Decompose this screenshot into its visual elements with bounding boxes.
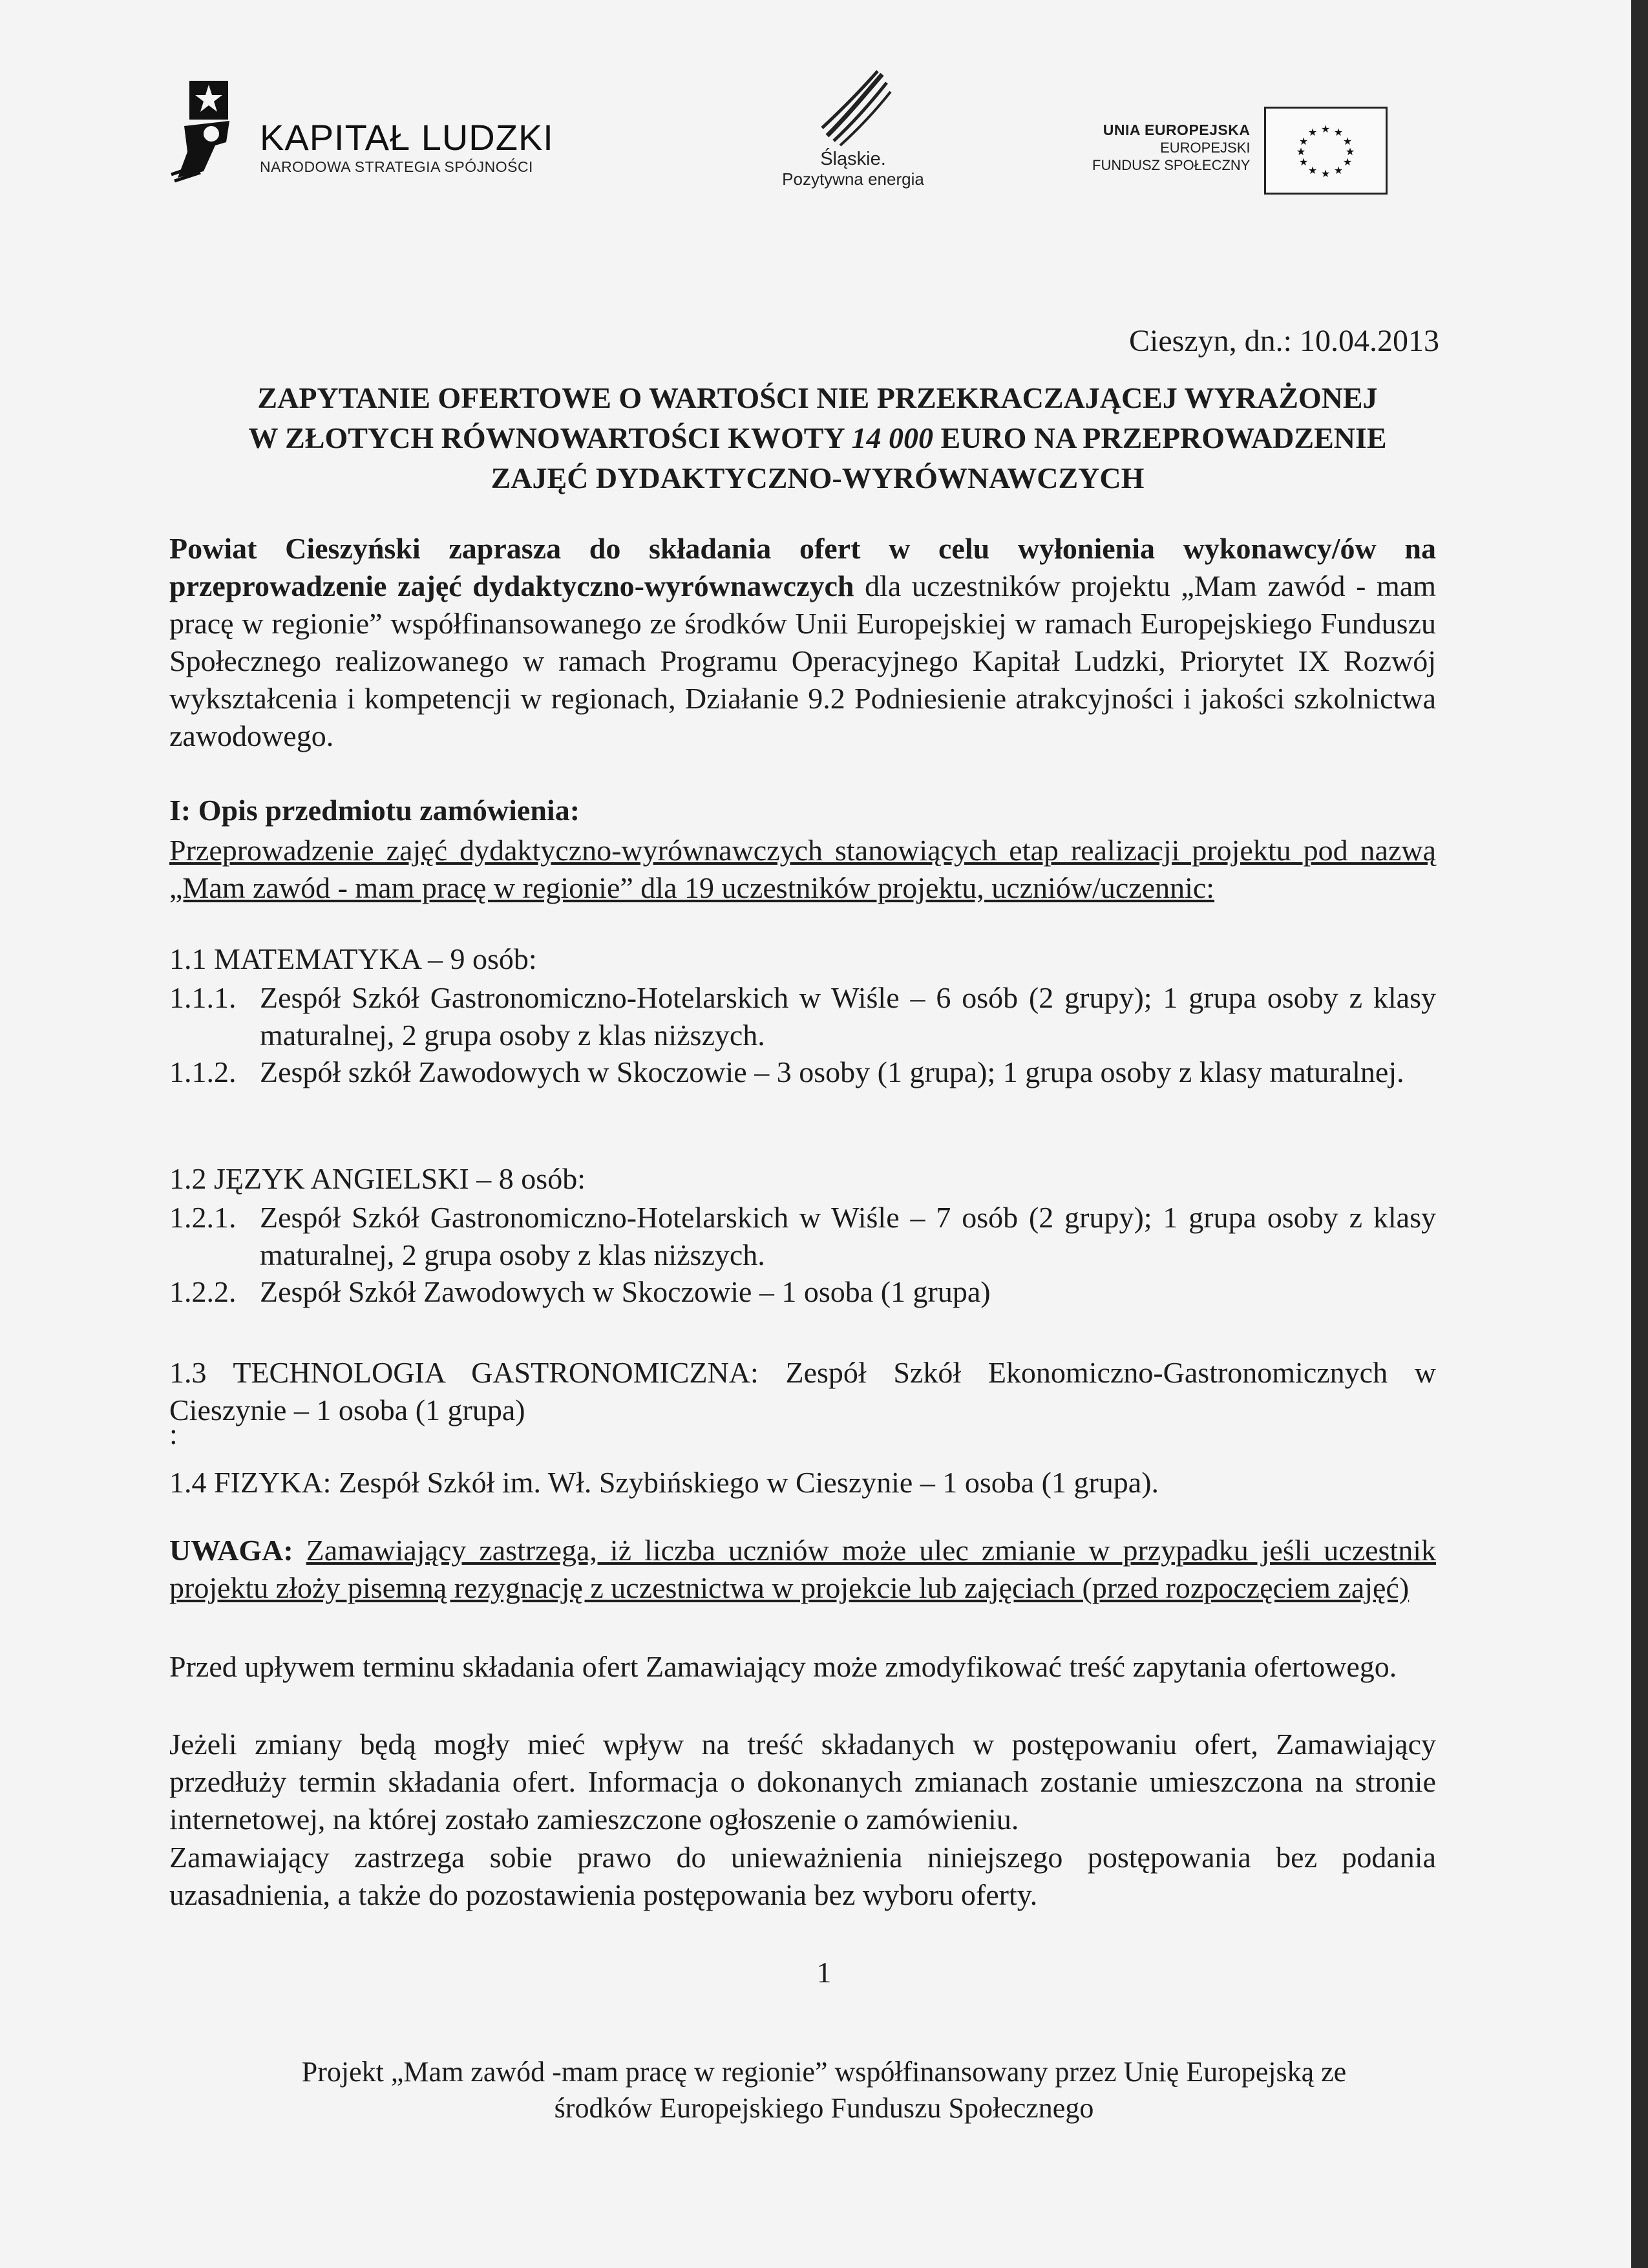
page-footer — [162, 2054, 1486, 2126]
english-heading: 1.2 JĘZYK ANGIELSKI – 8 osób: — [169, 1162, 586, 1195]
title-line-3: ZAJĘĆ DYDAKTYCZNO-WYRÓWNAWCZYCH — [491, 461, 1145, 494]
uwaga-paragraph-3: Zamawiający zastrzega sobie prawo do unieważnienia niniejszego postępowania bez podania uzasadnienia, a także do pozostawienia postępowania bez wyboru oferty. — [169, 1841, 1436, 1911]
scan-edge — [1631, 0, 1648, 2268]
physics-item: 1.4 FIZYKA: Zespół Szkół im. Wł. Szybińskiego w Cieszynie – 1 osoba (1 grupa). — [169, 1466, 1159, 1499]
math-item-2-text: Zespół szkół Zawodowych w Skoczowie – 3 osoby (1 grupa); 1 grupa osoby z klasy maturalnej. — [260, 1055, 1404, 1088]
math-item-1 — [169, 979, 1436, 1054]
uwaga-underlined: Zamawiający zastrzega, iż liczba uczniów może ulec zmianie w przypadku jeśli uczestnik projektu złoży pisemną rezygnację z uczestnictwa w projekcie lub zajęciach (przed rozpoczęciem zajęć) — [169, 1534, 1436, 1604]
eu-logo-line2: EUROPEJSKI — [1160, 140, 1251, 156]
svg-text:★: ★ — [1343, 135, 1353, 147]
page-number: 1 — [816, 1956, 832, 1989]
technology-colon: : — [169, 1417, 178, 1450]
kapital-ludzki-emblem-icon — [165, 81, 252, 184]
svg-text:★: ★ — [1343, 156, 1353, 168]
svg-text:★: ★ — [1308, 126, 1318, 138]
svg-text:★: ★ — [1299, 135, 1309, 147]
title-line-2 — [162, 418, 1474, 458]
slaskie-name: Śląskie. — [820, 149, 886, 169]
title-amount: 14 000 — [851, 421, 933, 454]
uwaga-paragraph-2: Jeżeli zmiany będą mogły mieć wpływ na treść składanych w postępowaniu ofert, Zamawiający przedłuży termin składania ofert. Informacja o dokonanych zmianach zostanie umieszczona na stronie internetowej, na której zostało zamieszczone ogłoszenie o zamówieniu. — [169, 1728, 1436, 1836]
svg-text:★: ★ — [1334, 126, 1344, 138]
svg-text:★: ★ — [1321, 123, 1331, 135]
english-item-2-text: Zespół Szkół Zawodowych w Skoczowie – 1 osoba (1 grupa) — [260, 1275, 991, 1308]
eu-logo-line1: UNIA EUROPEJSKA — [1103, 122, 1251, 138]
slaskie-logo — [766, 65, 940, 189]
title-line-2-end: EURO NA PRZEPROWADZENIE — [933, 421, 1387, 454]
section1-heading: I: Opis przedmiotu zamówienia: — [169, 794, 580, 827]
kapital-ludzki-subtitle: NARODOWA STRATEGIA SPÓJNOŚCI — [260, 158, 533, 175]
math-item-1-number: 1.1.1. — [169, 981, 237, 1014]
slaskie-swoosh-icon — [808, 65, 898, 149]
intro-paragraph — [169, 530, 1436, 755]
english-item-2 — [169, 1273, 1436, 1311]
svg-text:★: ★ — [1334, 164, 1344, 176]
document-title — [162, 378, 1474, 498]
technology-item: 1.3 TECHNOLOGIA GASTRONOMICZNA: Zespół Szkół Ekonomiczno-Gastronomicznych w Cieszynie – 1 osoba (1 grupa) — [169, 1356, 1436, 1426]
intro-rest: dla uczestników projektu „Mam zawód - mam pracę w regionie” współfinansowanego ze środków Unii Europejskiej w ramach Europejskiego Funduszu Społecznego realizowanego w ramach Programu Operacyjnego Kapitał Ludzki, Priorytet IX Rozwój wykształcenia i kompetencji w regionach, Działanie 9.2 Podniesienie atrakcyjności i jakości szkolnictwa zawodowego. — [169, 569, 1436, 752]
svg-text:★: ★ — [1346, 145, 1355, 158]
english-item-2-number: 1.2.2. — [169, 1275, 237, 1308]
english-item-1-text: Zespół Szkół Gastronomiczno-Hotelarskich w Wiśle – 7 osób (2 grupy); 1 grupa osoby z klasy maturalnej, 2 grupa osoby z klas niższych. — [260, 1201, 1436, 1271]
svg-text:★: ★ — [1299, 156, 1309, 168]
math-heading: 1.1 MATEMATYKA – 9 osób: — [169, 942, 537, 975]
eu-logo-line3: FUNDUSZ SPOŁECZNY — [1092, 157, 1251, 173]
kapital-ludzki-title: KAPITAŁ LUDZKI — [260, 117, 554, 158]
uwaga-paragraph-1: Przed upływem terminu składania ofert Zamawiający może zmodyfikować treść zapytania ofertowego. — [169, 1650, 1397, 1683]
eu-stars-flag-icon — [1264, 107, 1388, 195]
section1-lead: Przeprowadzenie zajęć dydaktyczno-wyrównawczych stanowiących etap realizacji projektu pod nazwą „Mam zawód - mam pracę w regionie” dla 19 uczestników projektu, uczniów/uczennic: — [169, 834, 1436, 904]
intro-bold: Powiat Cieszyński zaprasza do składania ofert w celu wyłonienia wykonawcy/ów na przeprowadzenie zajęć dydaktyczno-wyrównawczych — [169, 532, 1436, 602]
document-date: Cieszyn, dn.: 10.04.2013 — [1129, 324, 1439, 358]
english-item-1 — [169, 1199, 1436, 1274]
title-line-1: ZAPYTANIE OFERTOWE O WARTOŚCI NIE PRZEKRACZAJĄCEJ WYRAŻONEJ — [257, 381, 1378, 414]
eu-logo — [1092, 107, 1388, 195]
math-item-1-text: Zespół Szkół Gastronomiczno-Hotelarskich w Wiśle – 6 osób (2 grupy); 1 grupa osoby z klasy maturalnej, 2 grupa osoby z klas niższych. — [260, 981, 1436, 1052]
math-item-2 — [169, 1054, 1436, 1091]
uwaga-note — [169, 1532, 1436, 1607]
math-item-2-number: 1.1.2. — [169, 1055, 237, 1088]
footer-line-2: środków Europejskiego Funduszu Społecznego — [554, 2092, 1094, 2124]
english-item-1-number: 1.2.1. — [169, 1201, 237, 1234]
svg-text:★: ★ — [1308, 164, 1318, 176]
footer-line-1: Projekt „Mam zawód -mam pracę w regionie” współfinansowany przez Unię Europejską ze — [301, 2056, 1347, 2088]
svg-text:★: ★ — [1321, 167, 1331, 180]
svg-text:★: ★ — [1296, 145, 1306, 158]
kapital-ludzki-logo — [165, 81, 554, 184]
slaskie-tagline: Pozytywna energia — [782, 169, 924, 189]
title-line-2-start: W ZŁOTYCH RÓWNOWARTOŚCI KWOTY — [248, 421, 852, 454]
uwaga-label: UWAGA: — [169, 1534, 293, 1567]
